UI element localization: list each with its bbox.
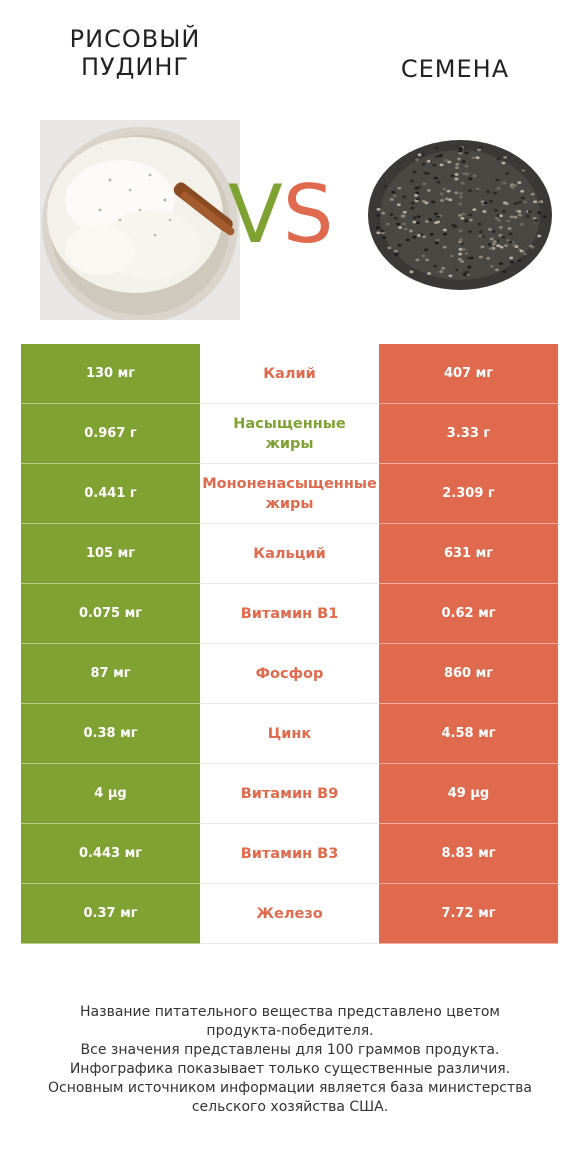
footer-line: Инфографика показывает только существенные различия.	[69, 1061, 511, 1077]
table-row	[21, 584, 558, 644]
footer-line: Все значения представлены для 100 граммов продукта.	[80, 1042, 500, 1058]
nutrient-name: Витамин B1	[200, 584, 379, 644]
nutrient-name: Цинк	[200, 704, 379, 764]
right-value: 631 мг	[379, 524, 558, 584]
table-row	[21, 344, 558, 404]
left-value: 130 мг	[21, 344, 200, 404]
right-value: 0.62 мг	[379, 584, 558, 644]
right-value: 8.83 мг	[379, 824, 558, 884]
table-row	[21, 524, 558, 584]
table-row	[21, 404, 558, 464]
nutrient-name: Насыщенные жиры	[200, 404, 379, 464]
left-value: 0.075 мг	[21, 584, 200, 644]
chia-seeds-image	[360, 130, 560, 300]
right-value: 49 µg	[379, 764, 558, 824]
table-row	[21, 464, 558, 524]
left-value: 0.37 мг	[21, 884, 200, 944]
right-value: 7.72 мг	[379, 884, 558, 944]
nutrient-name: Витамин B9	[200, 764, 379, 824]
footer-line: Основным источником информации является база министерства	[48, 1080, 532, 1096]
table-row	[21, 764, 558, 824]
right-value: 2.309 г	[379, 464, 558, 524]
footer-note	[10, 1003, 570, 1117]
nutrient-name: Мононенасыщенные жиры	[200, 464, 379, 524]
table-row	[21, 704, 558, 764]
right-food-title: СЕМЕНА	[400, 55, 510, 83]
left-value: 0.38 мг	[21, 704, 200, 764]
right-value: 4.58 мг	[379, 704, 558, 764]
left-food-title: РИСОВЫЙ ПУДИНГ	[69, 25, 201, 81]
nutrient-name: Фосфор	[200, 644, 379, 704]
left-value: 0.441 г	[21, 464, 200, 524]
nutrient-name: Витамин B3	[200, 824, 379, 884]
nutrient-name: Калий	[200, 344, 379, 404]
left-value: 87 мг	[21, 644, 200, 704]
comparison-table	[21, 344, 558, 944]
table-row	[21, 644, 558, 704]
table-row	[21, 824, 558, 884]
left-value: 0.967 г	[21, 404, 200, 464]
left-value: 0.443 мг	[21, 824, 200, 884]
right-value: 860 мг	[379, 644, 558, 704]
footer-line: Название питательного вещества представлено цветом	[80, 1004, 500, 1020]
footer-line: сельского хозяйства США.	[191, 1099, 389, 1115]
right-value: 3.33 г	[379, 404, 558, 464]
rice-pudding-image	[40, 120, 240, 320]
table-row	[21, 884, 558, 944]
left-value: 4 µg	[21, 764, 200, 824]
left-value: 105 мг	[21, 524, 200, 584]
right-value: 407 мг	[379, 344, 558, 404]
footer-line: продукта-победителя.	[206, 1023, 374, 1039]
vs-label: VS	[228, 168, 334, 261]
nutrient-name: Железо	[200, 884, 379, 944]
nutrient-name: Кальций	[200, 524, 379, 584]
